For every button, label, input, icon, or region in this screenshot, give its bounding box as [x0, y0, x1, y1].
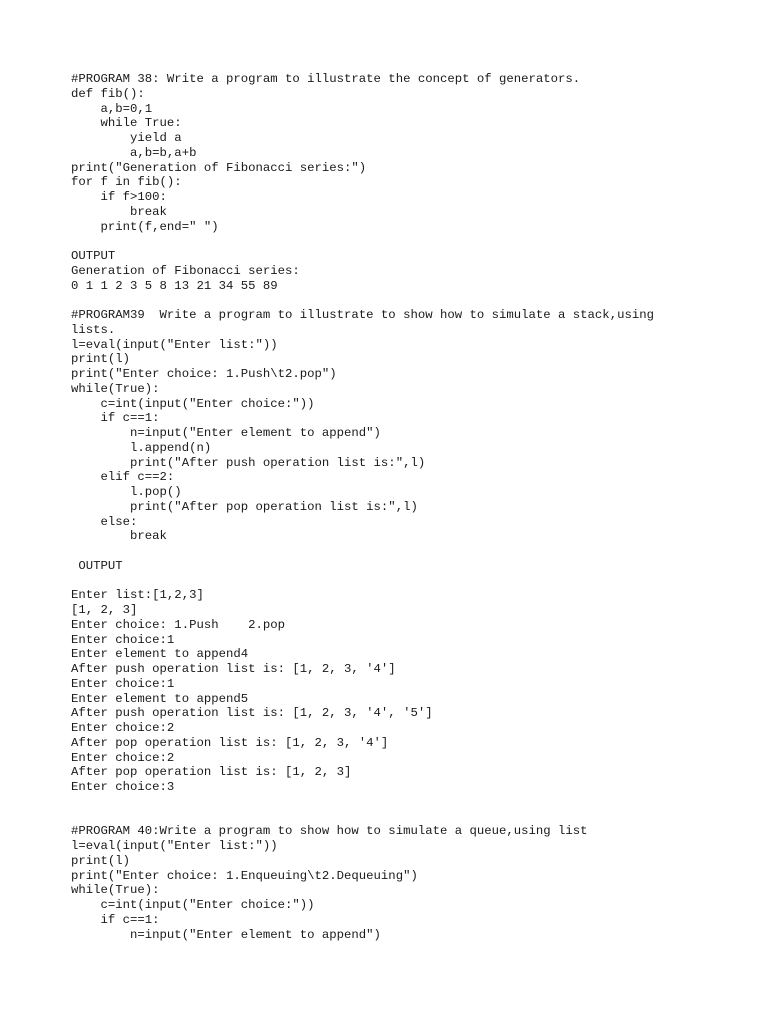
document-line: l=eval(input("Enter list:")): [71, 839, 278, 853]
document-line: def fib():: [71, 86, 145, 101]
document-line: elif c==2:: [71, 470, 175, 485]
document-line: #PROGRAM 38: Write a program to illustrate the concept of generators.: [71, 72, 581, 86]
document-line: After pop operation list is: [1, 2, 3, '4']: [71, 735, 389, 750]
document-line: Enter choice:3: [71, 780, 175, 794]
document-line: break: [71, 204, 167, 219]
document-line: print("Generation of Fibonacci series:"): [71, 160, 367, 175]
document-line: print(l): [71, 352, 131, 367]
document-line: Enter choice: 1.Push 2.pop: [71, 617, 286, 632]
document-line: if c==1:: [71, 411, 160, 426]
document-line: print("Enter choice: 1.Push\t2.pop"): [71, 367, 337, 381]
document-line: Enter element to append5: [71, 691, 249, 706]
document-line: if f>100:: [71, 190, 167, 204]
document-line: OUTPUT: [71, 558, 123, 573]
document-line: [71, 795, 751, 810]
document-line: After push operation list is: [1, 2, 3, '4', '5']: [71, 706, 433, 721]
document-line: [71, 574, 751, 589]
document-line: print(f,end=" "): [71, 219, 219, 234]
document-line: lists.: [71, 322, 116, 337]
document-line: Enter choice:2: [71, 721, 175, 735]
document-line: while True:: [71, 116, 182, 131]
document-line: After push operation list is: [1, 2, 3, '4']: [71, 662, 396, 676]
document-line: while(True):: [71, 883, 160, 898]
document-line: print("Enter choice: 1.Enqueuing\t2.Dequeuing"): [71, 868, 418, 883]
document-line: l.pop(): [71, 485, 182, 499]
document-line: if c==1:: [71, 912, 160, 927]
document-line: else:: [71, 514, 138, 529]
document-line: n=input("Enter element to append"): [71, 426, 381, 440]
document-line: while(True):: [71, 381, 160, 396]
document-line: #PROGRAM 40:Write a program to show how to simulate a queue,using list: [71, 824, 588, 839]
document-line: Enter list:[1,2,3]: [71, 588, 204, 603]
document-line: [71, 293, 751, 308]
document-text-block: [71, 72, 751, 942]
document-line: [71, 810, 751, 825]
document-line: l.append(n): [71, 440, 212, 455]
document-line: OUTPUT: [71, 249, 116, 263]
document-line: #PROGRAM39 Write a program to illustrate to show how to simulate a stack,using: [71, 308, 654, 322]
document-line: print("After pop operation list is:",l): [71, 499, 418, 514]
document-line: print(l): [71, 853, 131, 868]
document-line: Enter choice:1: [71, 632, 175, 647]
document-line: print("After push operation list is:",l): [71, 455, 426, 470]
document-line: break: [71, 529, 167, 544]
document-line: a,b=b,a+b: [71, 145, 197, 160]
document-line: [71, 544, 751, 559]
document-line: Generation of Fibonacci series:: [71, 263, 300, 278]
document-line: [71, 234, 751, 249]
document-line: Enter choice:1: [71, 676, 175, 691]
document-line: c=int(input("Enter choice:")): [71, 396, 315, 411]
document-line: n=input("Enter element to append"): [71, 927, 381, 942]
document-line: Enter element to append4: [71, 647, 249, 662]
document-line: for f in fib():: [71, 175, 182, 190]
document-line: yield a: [71, 131, 182, 145]
document-line: l=eval(input("Enter list:")): [71, 337, 278, 352]
document-line: 0 1 1 2 3 5 8 13 21 34 55 89: [71, 278, 278, 293]
document-line: After pop operation list is: [1, 2, 3]: [71, 765, 352, 780]
document-line: a,b=0,1: [71, 101, 153, 116]
document-line: Enter choice:2: [71, 750, 175, 765]
document-line: c=int(input("Enter choice:")): [71, 898, 315, 912]
document-line: [1, 2, 3]: [71, 603, 138, 617]
